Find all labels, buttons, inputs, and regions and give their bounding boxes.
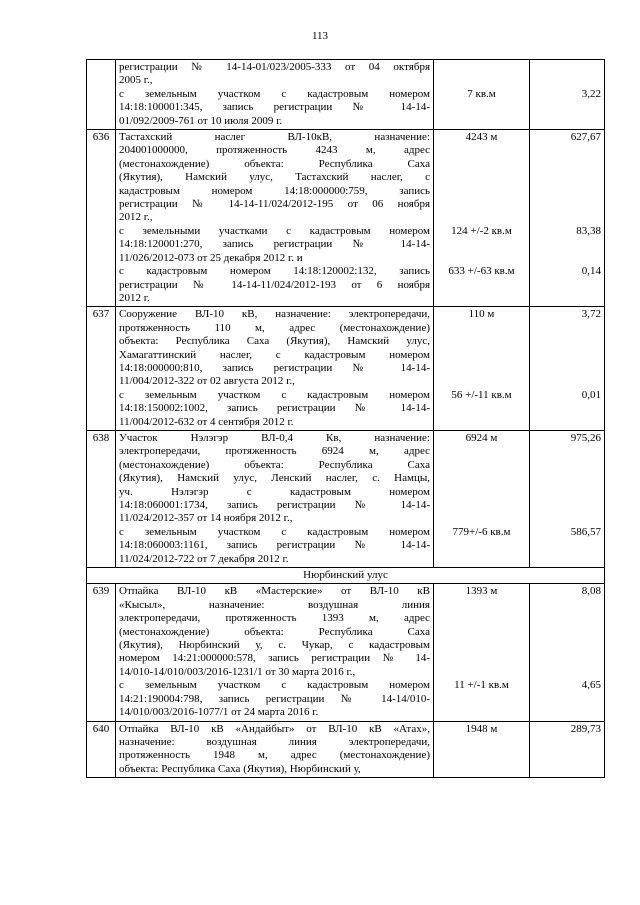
- cost-value: [533, 666, 601, 679]
- cost-value: [533, 198, 601, 211]
- section-row: [87, 568, 605, 584]
- cost-value: [533, 749, 601, 762]
- area-value: [437, 652, 526, 665]
- cost-value: [533, 335, 601, 348]
- cost-value: 3,72: [581, 308, 601, 321]
- cost-value: [533, 322, 601, 335]
- description-line: 2012 г.: [119, 291, 150, 304]
- area-value: [437, 322, 526, 335]
- description-line: 14/010-14/010/003/2016-1231/1 от 30 марта 2016 г.,: [119, 665, 356, 678]
- cost-value: 289,73: [570, 722, 601, 735]
- area-value: 1948 м: [465, 722, 498, 735]
- area-value: 56 +/-11 кв.м: [451, 388, 512, 401]
- table-row: [87, 60, 605, 130]
- cost-value: [533, 402, 601, 415]
- area-value: [437, 416, 526, 429]
- description-line: Хамагаттинский наслег, с кадастровым номером: [119, 348, 430, 361]
- area-value: [437, 553, 526, 566]
- description-line: 11/004/2012-322 от 02 августа 2012 г.,: [119, 375, 295, 388]
- description-line: регистрации № 14-14-01/023/2005-333 от 04 октября: [119, 61, 430, 73]
- cost-cell: [530, 307, 605, 431]
- cost-cell: [530, 430, 605, 567]
- area-value: [437, 335, 526, 348]
- description-line: регистрации № 14-14-11/024/2012-193 от 6 ноября: [119, 278, 430, 291]
- cost-value: 975,26: [570, 431, 601, 444]
- area-value: [437, 158, 526, 171]
- area-value: 7 кв.м: [467, 87, 496, 100]
- area-value: [437, 115, 526, 128]
- description-line: Сооружение ВЛ-10 кВ, назначение: электропередачи,: [119, 308, 430, 321]
- area-cell: [434, 721, 530, 778]
- description-line: Тастахский наслег ВЛ-10кВ, назначение:: [119, 131, 430, 144]
- cost-value: [533, 693, 601, 706]
- area-value: 6924 м: [465, 431, 498, 444]
- area-value: [437, 539, 526, 552]
- row-number: [87, 60, 116, 130]
- area-value: [437, 211, 526, 224]
- cost-value: 627,67: [570, 131, 601, 144]
- description-line: 11/024/2012-722 от 7 декабря 2012 г.: [119, 552, 289, 565]
- area-value: [437, 362, 526, 375]
- description-line: 14:18:120001:270, запись регистрации № 14-14-: [119, 238, 430, 251]
- cost-value: [533, 279, 601, 292]
- area-value: [437, 402, 526, 415]
- area-value: [437, 61, 526, 74]
- area-cell: [434, 130, 530, 307]
- object-description: [116, 430, 434, 567]
- object-description: [116, 584, 434, 721]
- description-line: с земельным участком с кадастровым номером: [119, 525, 430, 538]
- description-line: электропередачи, протяженность 1393 м, адрес: [119, 612, 430, 625]
- description-line: уч. Нэлэгэр с кадастровым номером: [119, 485, 430, 498]
- row-number: 638: [87, 430, 116, 567]
- description-line: 14/010/003/2016-1077/1 от 24 марта 2016 г.: [119, 706, 319, 719]
- cost-value: [533, 499, 601, 512]
- property-register-table: [86, 59, 605, 778]
- area-value: [437, 626, 526, 639]
- area-value: [437, 185, 526, 198]
- area-value: [437, 693, 526, 706]
- area-value: [437, 666, 526, 679]
- cost-value: [533, 553, 601, 566]
- area-value: [437, 144, 526, 157]
- description-line: 14:18:000000:810, запись регистрации № 14-14-: [119, 361, 430, 374]
- cost-value: [533, 211, 601, 224]
- area-value: 1393 м: [465, 585, 498, 598]
- cost-value: [533, 115, 601, 128]
- description-line: Отпайка ВЛ-10 кВ «Мастерские» от ВЛ-10 кВ: [119, 585, 430, 598]
- area-value: [437, 292, 526, 305]
- cost-value: [533, 445, 601, 458]
- cost-cell: [530, 130, 605, 307]
- cost-cell: [530, 584, 605, 721]
- object-description: [116, 307, 434, 431]
- cost-value: [533, 362, 601, 375]
- description-line: 14:18:060001:1734, запись регистрации № 14-14-: [119, 499, 430, 511]
- cost-value: 0,01: [581, 388, 601, 401]
- cost-value: [533, 539, 601, 552]
- object-description: [116, 721, 434, 778]
- cost-value: [533, 763, 601, 776]
- description-line: объекта: Республика Саха (Якутия), Намский улус,: [119, 335, 430, 348]
- table-row: [87, 130, 605, 307]
- description-line: 204001000000, протяженность 4243 м, адрес: [119, 144, 430, 157]
- cost-value: [533, 639, 601, 652]
- cost-cell: [530, 721, 605, 778]
- table-row: [87, 584, 605, 721]
- cost-value: [533, 171, 601, 184]
- area-value: 110 м: [468, 308, 495, 321]
- cost-value: 83,38: [576, 224, 601, 237]
- cost-value: [533, 375, 601, 388]
- area-value: [437, 252, 526, 265]
- description-line: (местонахождение) объекта: Республика Саха: [119, 625, 430, 638]
- cost-value: 4,65: [581, 679, 601, 692]
- description-line: «Кысыл», назначение: воздушная линия: [119, 598, 430, 611]
- area-value: [437, 459, 526, 472]
- description-line: Отпайка ВЛ-10 кВ «Андайбыт» от ВЛ-10 кВ «Атах»,: [119, 722, 430, 735]
- cost-value: [533, 144, 601, 157]
- area-cell: [434, 307, 530, 431]
- area-value: [437, 499, 526, 512]
- description-line: протяженность 110 м, адрес (местонахождение): [119, 321, 430, 334]
- area-value: [437, 472, 526, 485]
- description-line: протяженность 1948 м, адрес (местонахождение): [119, 749, 430, 762]
- table-row: [87, 307, 605, 431]
- cost-cell: [530, 60, 605, 130]
- description-line: с земельным участком с кадастровым номером: [119, 87, 430, 100]
- area-value: [437, 486, 526, 499]
- description-line: 14:18:100001:345, запись регистрации № 14-14-: [119, 101, 430, 114]
- object-description: [116, 130, 434, 307]
- table-row: [87, 430, 605, 567]
- cost-value: [533, 416, 601, 429]
- area-value: [437, 706, 526, 719]
- area-value: 4243 м: [465, 131, 498, 144]
- area-value: [437, 74, 526, 87]
- cost-value: [533, 472, 601, 485]
- description-line: назначение: воздушная линия электропередачи,: [119, 735, 430, 748]
- page-number: 113: [311, 30, 329, 42]
- description-line: 14:18:150002:1002, запись регистрации № 14-14-: [119, 402, 430, 415]
- area-value: [437, 238, 526, 251]
- cost-value: 0,14: [581, 265, 601, 278]
- cost-value: [533, 459, 601, 472]
- cost-value: [533, 252, 601, 265]
- description-line: (Якутия), Намский улус, Тастахский наслег, с: [119, 171, 430, 184]
- cost-value: [533, 599, 601, 612]
- description-line: 11/004/2012-632 от 4 сентября 2012 г.: [119, 415, 294, 428]
- description-line: с кадастровым номером 14:18:120002:132, запись: [119, 265, 430, 278]
- description-line: регистрации № 14-14-11/024/2012-195 от 06 ноября: [119, 198, 430, 211]
- area-value: [437, 736, 526, 749]
- area-value: [437, 171, 526, 184]
- description-line: объекта: Республика Саха (Якутия), Нюрбинский у,: [119, 762, 361, 775]
- description-line: 2005 г.,: [119, 74, 153, 87]
- description-line: (Якутия), Нюрбинский у, с. Чукар, с кадастровым: [119, 639, 430, 652]
- cost-value: [533, 626, 601, 639]
- row-number: 639: [87, 584, 116, 721]
- row-number: 636: [87, 130, 116, 307]
- object-description: [116, 60, 434, 130]
- description-line: 14:18:060003:1161, запись регистрации № 14-14-: [119, 539, 430, 552]
- area-value: [437, 639, 526, 652]
- area-value: [437, 612, 526, 625]
- cost-value: 586,57: [570, 525, 601, 538]
- area-value: 633 +/-63 кв.м: [448, 265, 515, 278]
- description-line: электропередачи, протяженность 6924 м, адрес: [119, 445, 430, 458]
- area-value: [437, 763, 526, 776]
- area-cell: [434, 584, 530, 721]
- section-title: Нюрбинский улус: [87, 568, 605, 584]
- area-value: [437, 445, 526, 458]
- cost-value: [533, 612, 601, 625]
- row-number: 640: [87, 721, 116, 778]
- cost-value: [533, 158, 601, 171]
- cost-value: [533, 185, 601, 198]
- description-line: 14:21:190004:798, запись регистрации № 14-14/010-: [119, 692, 430, 705]
- area-value: 11 +/-1 кв.м: [454, 679, 509, 692]
- cost-value: [533, 61, 601, 74]
- description-line: 11/026/2012-073 от 25 декабря 2012 г. и: [119, 251, 303, 264]
- cost-value: [533, 292, 601, 305]
- cost-value: [533, 101, 601, 114]
- area-value: [437, 749, 526, 762]
- area-cell: [434, 430, 530, 567]
- cost-value: 8,08: [581, 585, 601, 598]
- cost-value: [533, 349, 601, 362]
- description-line: (местонахождение) объекта: Республика Саха: [119, 458, 430, 471]
- cost-value: [533, 238, 601, 251]
- area-value: [437, 279, 526, 292]
- cost-value: [533, 512, 601, 525]
- cost-value: [533, 652, 601, 665]
- description-line: Участок Нэлэгэр ВЛ-0,4 Кв, назначение:: [119, 431, 430, 444]
- description-line: с земельным участком с кадастровым номером: [119, 388, 430, 401]
- cost-value: [533, 706, 601, 719]
- area-value: [437, 599, 526, 612]
- area-value: [437, 101, 526, 114]
- description-line: (местонахождение) объекта: Республика Саха: [119, 157, 430, 170]
- description-line: 11/024/2012-357 от 14 ноября 2012 г.,: [119, 512, 293, 525]
- description-line: кадастровым номером 14:18:000000:759, запись: [119, 184, 430, 197]
- area-value: [437, 349, 526, 362]
- description-line: 01/092/2009-761 от 10 июля 2009 г.: [119, 114, 283, 127]
- area-value: [437, 375, 526, 388]
- description-line: (Якутия), Намский улус, Ленский наслег, с. Намцы,: [119, 472, 430, 485]
- cost-value: [533, 736, 601, 749]
- cost-value: [533, 74, 601, 87]
- table-row: [87, 721, 605, 778]
- area-value: [437, 512, 526, 525]
- description-line: 2012 г.,: [119, 211, 153, 224]
- area-value: 124 +/-2 кв.м: [451, 224, 512, 237]
- row-number: 637: [87, 307, 116, 431]
- area-cell: [434, 60, 530, 130]
- area-value: 779+/-6 кв.м: [452, 525, 511, 538]
- description-line: с земельными участками с кадастровым номером: [119, 224, 430, 237]
- description-line: с земельным участком с кадастровым номером: [119, 679, 430, 692]
- description-line: номером 14:21:000000:578, запись регистрации № 14-: [119, 652, 430, 665]
- cost-value: [533, 486, 601, 499]
- cost-value: 3,22: [581, 87, 601, 100]
- area-value: [437, 198, 526, 211]
